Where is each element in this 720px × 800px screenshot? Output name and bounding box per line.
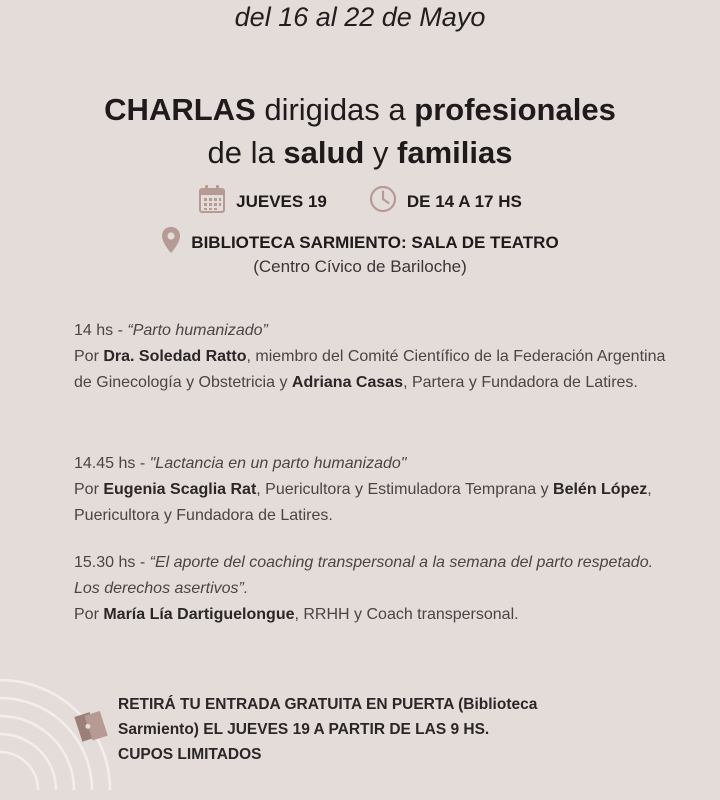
title-word-dela: de la xyxy=(207,135,284,170)
talk-2-time: 14.45 hs - xyxy=(74,455,150,472)
ticket-info xyxy=(118,692,678,767)
talk-1-speaker-1: Dra. Soledad Ratto xyxy=(103,348,247,365)
talk-1-text: , Partera y Fundadora de Latires. xyxy=(403,374,638,391)
location-pin-icon xyxy=(161,226,181,259)
title-word-salud: salud xyxy=(283,135,365,170)
venue-subtitle: (Centro Cívico de Bariloche) xyxy=(253,257,467,276)
talk-2-heading xyxy=(74,451,674,477)
talk-1-text: , miembro del Comité Científico de la Federación Argentina de Ginecología y Obstetricia y xyxy=(74,348,666,391)
ticket-info-line-1: RETIRÁ TU ENTRADA GRATUITA EN PUERTA (Biblioteca xyxy=(118,696,538,713)
talk-1-speaker-2: Adriana Casas xyxy=(291,374,404,391)
event-day: JUEVES 19 xyxy=(236,191,327,211)
talk-1-title: “Parto humanizado” xyxy=(127,322,268,339)
talk-2-speaker-2: Belén López xyxy=(553,481,648,498)
date-time-row xyxy=(0,184,720,219)
talk-3-time: 15.30 hs - xyxy=(74,554,150,571)
title-word-y: y xyxy=(364,135,398,170)
talk-3-speaker-1: María Lía Dartiguelongue xyxy=(103,606,295,623)
page-title xyxy=(0,88,720,174)
talk-1-speakers xyxy=(74,344,674,396)
talk-1-time: 14 hs - xyxy=(74,322,128,339)
venue-row xyxy=(0,226,720,259)
title-word-familias: familias xyxy=(397,135,513,170)
talk-1-heading xyxy=(74,318,674,344)
venue-name: BIBLIOTECA SARMIENTO: SALA DE TEATRO xyxy=(191,232,559,252)
title-line-2 xyxy=(0,131,720,174)
ticket-icon xyxy=(74,706,110,751)
talk-3 xyxy=(74,550,674,628)
talk-3-title: “El aporte del coaching transpersonal a la semana del parto respetado. Los derechos asertivos”. xyxy=(74,554,654,597)
talk-3-text: , RRHH y Coach transpersonal. xyxy=(294,606,519,623)
talk-2-text: Por xyxy=(74,481,104,498)
title-word-charlas: CHARLAS xyxy=(104,92,256,127)
talk-2-title: "Lactancia en un parto humanizado" xyxy=(149,455,407,472)
talk-2-speakers xyxy=(74,477,674,529)
talk-1 xyxy=(74,318,674,396)
title-word-profesionales: profesionales xyxy=(414,92,616,127)
talk-3-heading xyxy=(74,550,674,602)
date-range: del 16 al 22 de Mayo xyxy=(234,2,486,32)
talk-2-text: , Puericultora y Estimuladora Temprana y xyxy=(256,481,554,498)
talk-2-speaker-1: Eugenia Scaglia Rat xyxy=(103,481,257,498)
talk-1-text: Por xyxy=(74,348,104,365)
talk-2-text: , Puericultora y Fundadora de Latires. xyxy=(74,481,652,524)
talk-3-speakers xyxy=(74,602,674,628)
talk-2 xyxy=(74,451,674,529)
ticket-info-line-2: Sarmiento) EL JUEVES 19 A PARTIR DE LAS 9 HS. xyxy=(118,721,490,738)
title-line-1 xyxy=(0,88,720,131)
talk-3-text: Por xyxy=(74,606,104,623)
title-word-dirigidas: dirigidas a xyxy=(255,92,415,127)
calendar-icon xyxy=(198,184,226,219)
event-time: DE 14 A 17 HS xyxy=(406,191,522,211)
clock-icon xyxy=(369,185,397,218)
ticket-info-line-3: CUPOS LIMITADOS xyxy=(118,746,262,763)
